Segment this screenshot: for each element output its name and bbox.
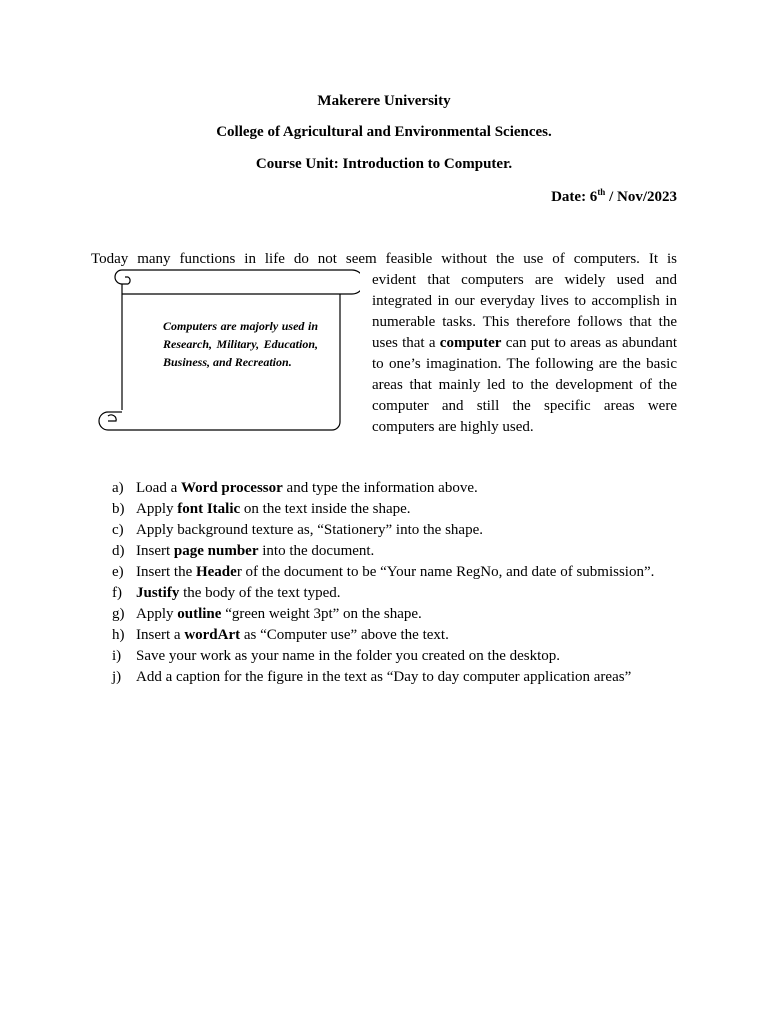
- task-text: and type the information above.: [282, 480, 478, 496]
- task-item: [112, 667, 682, 688]
- paragraph-part-2: can put to areas as abundant to one’s imagination. The following are the basic areas that mainly led to the development of the computer and still the specific areas were computers are highly used.: [372, 335, 678, 435]
- task-text: into the document.: [258, 543, 375, 559]
- task-text: Apply background texture as, “Stationery” into the shape.: [136, 522, 483, 538]
- task-bold-text: page number: [173, 543, 259, 559]
- task-text: Insert a: [136, 627, 185, 643]
- paragraph-first-line: Today many functions in life do not seem feasible without the use of computers. It is: [91, 251, 677, 267]
- task-item: [112, 583, 682, 604]
- task-item: [112, 541, 682, 562]
- paragraph-bold-computer: computer: [439, 335, 502, 351]
- paragraph-part-1: evident that computers are widely used and integrated in our everyday lives to accomplish in numerable tasks. This therefore follows that the uses that a: [372, 272, 677, 351]
- task-text: as “Computer use” above the text.: [240, 627, 449, 643]
- task-marker: f): [112, 585, 122, 601]
- task-bold-text: outline: [177, 606, 222, 622]
- task-item: [112, 562, 682, 583]
- task-text: Insert: [136, 543, 174, 559]
- task-marker: h): [112, 627, 125, 643]
- shape-text: Computers are majorly used in Research, Military, Education, Business, and Recreation.: [163, 319, 318, 369]
- task-item: [112, 646, 682, 667]
- task-bold-text: Word processor: [180, 480, 283, 496]
- task-text: Apply: [136, 606, 178, 622]
- task-marker: g): [112, 606, 125, 622]
- task-bold-text: font Italic: [177, 501, 241, 517]
- date-superscript: th: [597, 187, 606, 197]
- task-item: [112, 499, 682, 520]
- task-marker: i): [112, 648, 122, 664]
- task-item: [112, 625, 682, 646]
- task-text: on the text inside the shape.: [240, 501, 411, 517]
- task-marker: e): [112, 564, 124, 580]
- task-text: Apply: [136, 501, 178, 517]
- task-list: [112, 478, 682, 688]
- task-item: [112, 520, 682, 541]
- task-marker: d): [112, 543, 125, 559]
- task-item: [112, 604, 682, 625]
- date-line: [551, 187, 677, 206]
- task-text: the body of the text typed.: [179, 585, 341, 601]
- task-text: r of the document to be “Your name RegNo, and date of submission”.: [236, 564, 655, 580]
- task-marker: c): [112, 522, 124, 538]
- task-text: Insert the: [136, 564, 196, 580]
- paragraph-wrapped: [372, 270, 677, 438]
- task-text: Load a: [136, 480, 181, 496]
- date-prefix: Date: 6: [551, 189, 598, 205]
- task-bold-text: wordArt: [184, 627, 241, 643]
- university-title: Makerere University: [317, 93, 451, 109]
- task-marker: j): [112, 669, 122, 685]
- task-bold-text: Heade: [195, 564, 237, 580]
- task-marker: b): [112, 501, 125, 517]
- task-text: Add a caption for the figure in the text as “Day to day computer application areas”: [136, 669, 632, 685]
- course-unit-title: Course Unit: Introduction to Computer.: [255, 156, 513, 172]
- task-text: “green weight 3pt” on the shape.: [221, 606, 422, 622]
- college-title: College of Agricultural and Environmental Sciences.: [216, 124, 552, 140]
- task-marker: a): [112, 480, 124, 496]
- task-bold-text: Justify: [136, 585, 180, 601]
- task-item: [112, 478, 682, 499]
- task-text: Save your work as your name in the folder you created on the desktop.: [136, 648, 561, 664]
- date-suffix: / Nov/2023: [605, 189, 677, 205]
